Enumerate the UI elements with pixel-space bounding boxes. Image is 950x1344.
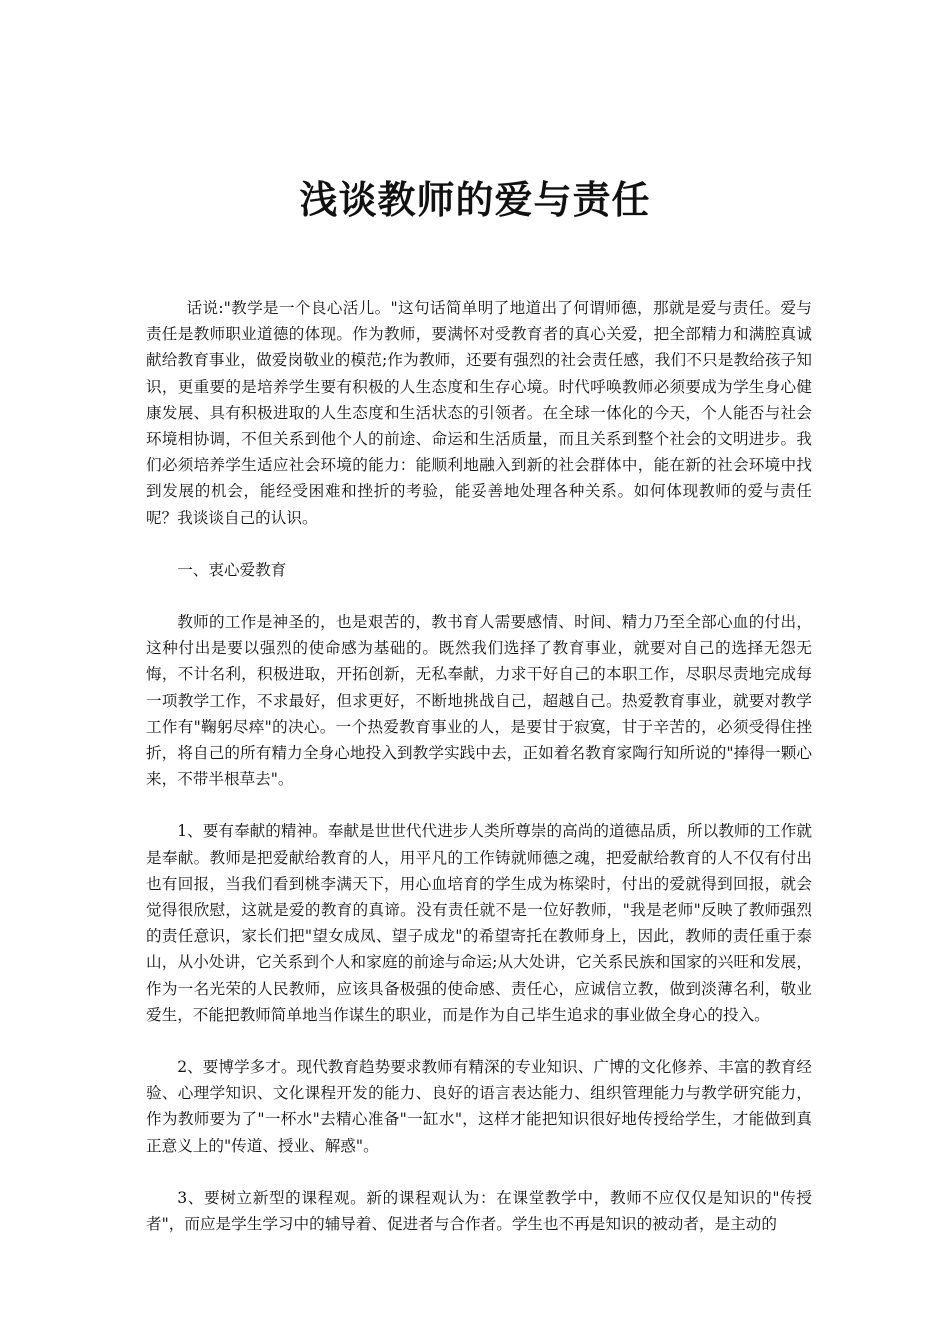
point-paragraph-1: 1、要有奉献的精神。奉献是世世代代进步人类所尊崇的高尚的道德品质，所以教师的工作就是奉献。教师是把爱献给教育的人，用平凡的工作铸就师德之魂，把爱献给教育的人不仅有付出也有回报，当我们看到桃李满天下，用心血培育的学生成为栋梁时，付出的爱就得到回报，就会觉得很欣慰，这就是爱的教育的真谛。没有责任就不是一位好教师，"我是老师"反映了教师强烈的责任意识，家长们把"望女成凤、望子成龙"的希望寄托在教师身上，因此，教师的责任重于泰山，从小处讲，它关系到个人和家庭的前途与命运;从大处讲，它关系民族和国家的兴旺和发展，作为一名光荣的人民教师，应该具备极强的使命感、责任心，应诚信立教，做到淡薄名利，敬业爱生，不能把教师简单地当作谋生的职业，而是作为自己毕生追求的事业做全身心的投入。 bbox=[146, 822, 812, 1024]
section-paragraph: 教师的工作是神圣的，也是艰苦的，教书育人需要感情、时间、精力乃至全部心血的付出，这种付出是要以强烈的使命感为基础的。既然我们选择了教育事业，就要对自己的选择无怨无悔，不计名利，积极进取，开拓创新，无私奉献，力求干好自己的本职工作，尽职尽责地完成每一项教学工作，不求最好，但求更好，不断地挑战自己，超越自己。热爱教育事业，就要对教学工作有"鞠躬尽瘁"的决心。一个热爱教育事业的人，是要甘于寂寞，甘于辛苦的，必须受得住挫折，将自己的所有精力全身心地投入到教学实践中去，正如着名教育家陶行知所说的"捧得一颗心来，不带半根草去"。 bbox=[146, 613, 812, 789]
paragraph-gap bbox=[146, 792, 812, 818]
paragraph-gap bbox=[146, 583, 812, 609]
paragraph-gap bbox=[146, 1159, 812, 1185]
section-heading: 一、衷心爱教育 bbox=[177, 560, 287, 579]
page-title: 浅谈教师的爱与责任 bbox=[299, 178, 651, 222]
document-body bbox=[146, 295, 812, 1237]
paragraph-gap bbox=[146, 1028, 812, 1054]
point-paragraph-2: 2、要博学多才。现代教育趋势要求教师有精深的专业知识、广博的文化修养、丰富的教育经验、心理学知识、文化课程开发的能力、良好的语言表达能力、组织管理能力与教学研究能力，作为教师要为了"一杯水"去精心准备"一缸水"，这样才能把知识很好地传授给学生，才能做到真正意义上的"传道、授业、解惑"。 bbox=[146, 1058, 812, 1155]
paragraph-gap bbox=[146, 531, 812, 557]
point-paragraph-3: 3、要树立新型的课程观。新的课程观认为：在课堂教学中，教师不应仅仅是知识的"传授者"，而应是学生学习中的辅导着、促进者与合作者。学生也不再是知识的被动者，是主动的 bbox=[146, 1188, 812, 1234]
intro-paragraph: 话说:"教学是一个良心活儿。"这句话简单明了地道出了何谓师德，那就是爱与责任。爱与责任是教师职业道德的体现。作为教师，要满怀对受教育者的真心关爱，把全部精力和满腔真诚献给教育事业，做爱岗敬业的模范;作为教师，还要有强烈的社会责任感，我们不只是教给孩子知识，更重要的是培养学生要有积极的人生态度和生存心境。时代呼唤教师必须要成为学生身心健康发展、具有积极进取的人生态度和生活状态的引领者。在全球一体化的今天，个人能否与社会环境相协调，不但关系到他个人的前途、命运和生活质量，而且关系到整个社会的文明进步。我们必须培养学生适应社会环境的能力：能顺利地融入到新的社会群体中，能在新的社会环境中找到发展的机会，能经受困难和挫折的考验，能妥善地处理各种关系。如何体现教师的爱与责任呢？我谈谈自己的认识。 bbox=[146, 299, 812, 527]
